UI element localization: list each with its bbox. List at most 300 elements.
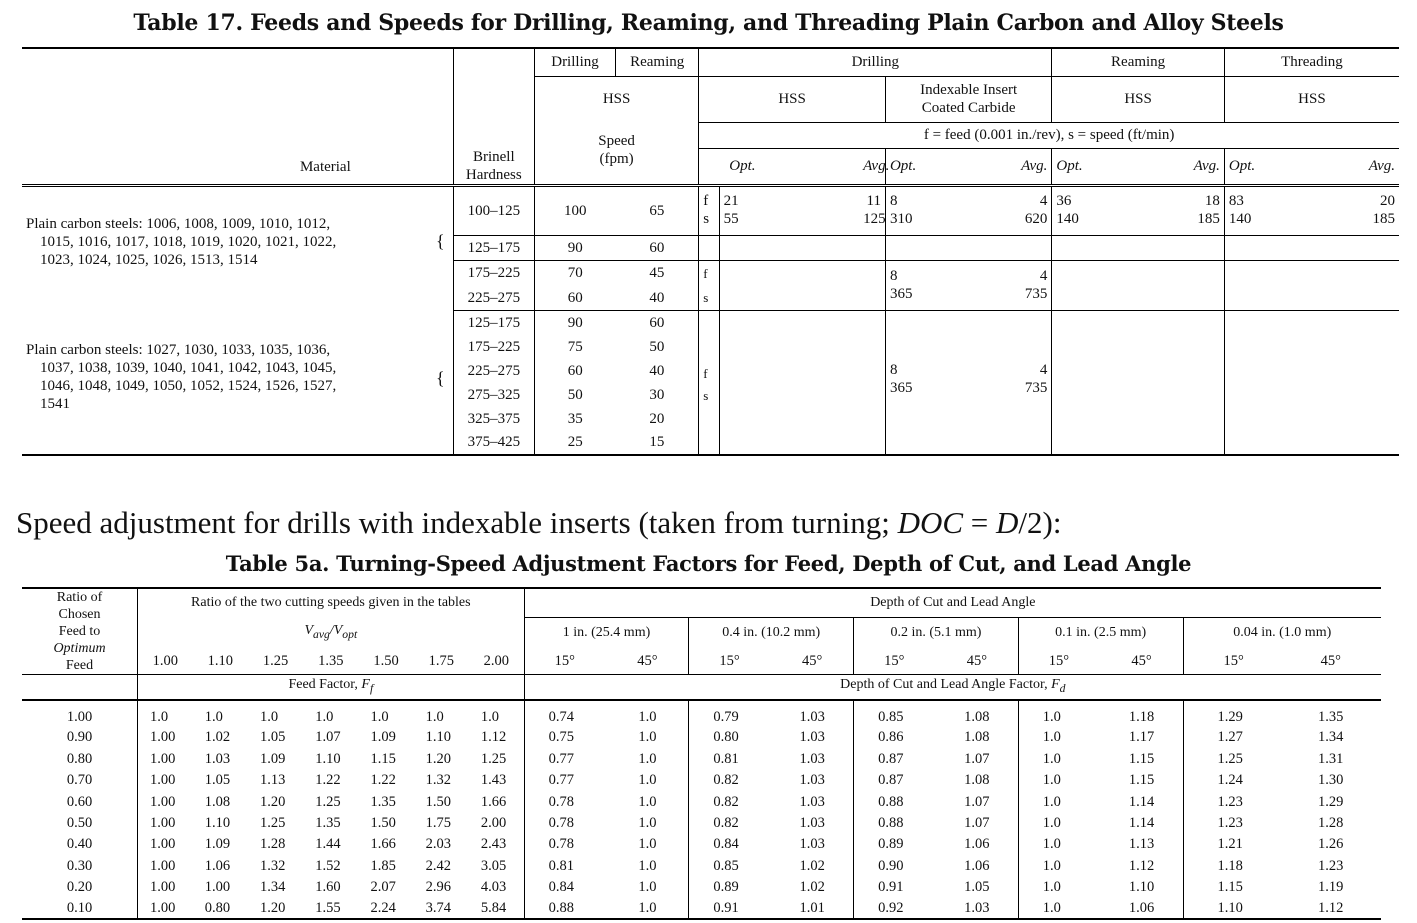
g1-fs2-carb-opt: 8 365 [885, 261, 997, 311]
factor-cell: 1.25 [259, 815, 286, 832]
g2-hardness-0: 125–175 [453, 311, 534, 335]
g2-hardness-4: 325–375 [453, 407, 534, 431]
speed-ratio-5: 1.75 [414, 647, 469, 674]
factor-cell: 1.43 [480, 772, 507, 789]
angle-15-c: 15° [854, 647, 936, 674]
factor-cell: 0.82 [689, 770, 771, 791]
g2-drill-4: 35 [534, 407, 615, 431]
factor-cell: 1.03 [799, 750, 825, 767]
factor-cell: 1.15 [370, 750, 396, 767]
ratio-cell: 1.00 [66, 708, 93, 725]
factor-cell: 1.29 [1318, 793, 1344, 810]
hss-drill-opt: Opt. [699, 148, 859, 186]
factor-cell: 1.05 [964, 879, 990, 896]
ream-avg: Avg. [1174, 148, 1225, 186]
table17-title: Table 17. Feeds and Speeds for Drilling, Reaming, and Threading Plain Carbon and Alloy Steels [133, 10, 1284, 36]
thr-opt: Opt. [1224, 148, 1348, 186]
table5a-row [22, 748, 1381, 769]
factor-cell: 1.32 [259, 857, 286, 874]
depth-4: 0.04 in. (1.0 mm) [1183, 618, 1381, 647]
hss-drill-avg: Avg. [859, 148, 885, 186]
ratio-cell: 0.70 [66, 772, 93, 789]
material-header: Material [22, 48, 453, 186]
g2-drill-0: 90 [534, 311, 615, 335]
g2-fs-label: f s [699, 311, 719, 455]
g2-ream-0: 60 [649, 314, 665, 331]
angle-15-b: 15° [689, 647, 771, 674]
table5a-row [22, 898, 1381, 919]
g1-ream-opt: 36 140 [1052, 186, 1174, 236]
doc-factor-header: Depth of Cut and Lead Angle Factor, $F_d$ [524, 675, 1381, 700]
factor-cell: 1.35 [1318, 708, 1344, 725]
factor-cell: 1.07 [964, 793, 990, 810]
speed-ratio-3: 1.35 [303, 647, 358, 674]
table5a-row [22, 877, 1381, 898]
speed-ratio-6: 2.00 [469, 647, 524, 674]
depth-1: 0.4 in. (10.2 mm) [689, 618, 854, 647]
section-heading: Speed adjustment for drills with indexable inserts (taken from turning; DOC = D/2): [16, 505, 1062, 540]
drilling-header: Drilling [699, 48, 1052, 76]
factor-cell: 1.23 [1183, 791, 1280, 812]
factor-cell: 2.24 [370, 900, 396, 917]
factor-cell: 1.10 [1128, 879, 1155, 896]
factor-cell: 1.66 [480, 793, 507, 810]
g1-hardness-0: 100–125 [453, 186, 534, 236]
factor-cell: 1.35 [370, 793, 396, 810]
factor-cell: 1.03 [799, 815, 825, 832]
speeds-header: Ratio of the two cutting speeds given in the tables [138, 588, 525, 618]
factor-cell: 1.34 [1318, 729, 1344, 746]
carb-opt: Opt. [885, 148, 997, 186]
factor-cell: 1.00 [138, 834, 193, 855]
factor-cell: 1.0 [1018, 727, 1100, 748]
g1-drill-0: 100 [534, 186, 615, 236]
factor-cell: 0.88 [854, 812, 936, 833]
factor-cell: 1.09 [370, 729, 396, 746]
factor-cell: 1.03 [964, 900, 990, 917]
factor-cell: 1.06 [964, 836, 990, 853]
table5a-row [22, 700, 1381, 727]
factor-cell: 1.01 [799, 900, 825, 917]
ratio-header: Ratio of Chosen Feed to Optimum Feed [22, 588, 138, 675]
g2-hardness-1: 175–225 [453, 335, 534, 359]
g2-ream-1: 50 [649, 338, 665, 355]
factor-cell: 1.12 [480, 729, 507, 746]
factor-cell: 1.05 [204, 772, 231, 789]
factor-cell: 1.06 [1128, 900, 1155, 917]
factor-cell: 1.0 [638, 857, 657, 874]
g1-hss-drill-avg: 11 125 [859, 186, 885, 236]
g1-ream-2: 45 [649, 265, 665, 282]
ratio-cell: 0.80 [66, 750, 93, 767]
angle-15-e: 15° [1183, 647, 1280, 674]
ratio-cell: 0.50 [66, 815, 93, 832]
g1-ream-1: 60 [616, 236, 699, 261]
factor-cell: 0.79 [689, 700, 771, 727]
coated-carbide-label: Coated Carbide [921, 100, 1016, 116]
feed-speed-legend: f = feed (0.001 in./rev), s = speed (ft/min) [699, 122, 1399, 148]
reaming-small-header: Reaming [616, 48, 699, 76]
factor-cell: 0.91 [854, 877, 936, 898]
factor-cell: 1.0 [425, 708, 444, 725]
ream-opt: Opt. [1052, 148, 1174, 186]
factor-cell: 1.44 [315, 836, 341, 853]
factor-cell: 1.27 [1183, 727, 1280, 748]
brinell-spacer [453, 48, 534, 148]
speed-ratio-4: 1.50 [358, 647, 413, 674]
factor-cell: 1.12 [1128, 857, 1155, 874]
depth-0: 1 in. (25.4 mm) [524, 618, 689, 647]
feed-header-cell [22, 675, 138, 700]
g2-drill-5: 25 [534, 431, 615, 455]
factor-cell: 0.87 [854, 770, 936, 791]
factor-cell: 0.88 [524, 898, 606, 919]
hss-ream-header: HSS [1052, 76, 1225, 122]
table5a-row [22, 855, 1381, 876]
factor-cell: 0.77 [524, 770, 606, 791]
g1-hss-drill-opt: 21 55 [719, 186, 859, 236]
factor-cell: 1.05 [259, 729, 286, 746]
factor-cell: 1.03 [799, 793, 825, 810]
factor-cell: 1.0 [480, 708, 500, 725]
factor-cell: 1.19 [1318, 879, 1344, 896]
factor-cell: 1.10 [1183, 898, 1280, 919]
factor-cell: 1.29 [1183, 700, 1280, 727]
factor-cell: 0.75 [524, 727, 606, 748]
factor-cell: 1.03 [799, 708, 825, 725]
factor-cell: 1.03 [204, 750, 231, 767]
factor-cell: 1.0 [638, 708, 657, 725]
factor-cell: 1.07 [964, 750, 990, 767]
speed-ratio-0: 1.00 [138, 647, 193, 674]
g1-carb-avg: 4 620 [997, 186, 1052, 236]
factor-cell: 1.28 [1318, 815, 1344, 832]
angle-45-d: 45° [1101, 647, 1183, 674]
g2-drill-3: 50 [534, 383, 615, 407]
g1-ream-avg: 18 185 [1174, 186, 1225, 236]
factor-cell: 1.0 [638, 879, 657, 896]
speed-ratio-1: 1.10 [193, 647, 248, 674]
factor-cell: 1.18 [1183, 855, 1280, 876]
group1-brace: { [435, 231, 445, 251]
g2-hardness-2: 225–275 [453, 359, 534, 383]
table5a-body [22, 700, 1381, 920]
table17 [22, 47, 1399, 456]
hss-drill-header: HSS [699, 76, 886, 122]
factor-cell: 1.12 [1318, 900, 1344, 917]
factor-cell: 1.28 [259, 836, 286, 853]
factor-cell: 1.0 [1018, 834, 1100, 855]
g2-ream-5: 15 [649, 434, 665, 450]
carb-avg: Avg. [997, 148, 1052, 186]
factor-cell: 1.23 [1318, 857, 1344, 874]
factor-cell: 0.81 [524, 855, 606, 876]
factor-cell: 0.89 [689, 877, 771, 898]
brinell-header [453, 148, 534, 186]
factor-cell: 1.02 [799, 879, 825, 896]
factor-cell: 1.0 [1018, 898, 1100, 919]
table5a-title: Table 5a. Turning-Speed Adjustment Factors for Feed, Depth of Cut, and Lead Angle [225, 551, 1192, 576]
factor-cell: 1.20 [425, 750, 452, 767]
g1-drill-2: 70 [534, 261, 615, 286]
g1-carb-opt: 8 310 [885, 186, 997, 236]
factor-cell: 1.03 [799, 836, 825, 853]
factor-cell: 1.26 [1318, 836, 1344, 853]
g2-hardness-3: 275–325 [453, 383, 534, 407]
indexable-label: Indexable Insert [920, 82, 1018, 98]
factor-cell: 1.66 [370, 836, 396, 853]
factor-cell: 1.09 [259, 750, 286, 767]
factor-cell: 1.20 [259, 793, 286, 810]
factor-cell: 1.60 [315, 879, 341, 896]
brinell-label: Brinell [472, 149, 515, 165]
reaming-header: Reaming [1052, 48, 1225, 76]
g2-drill-2: 60 [534, 359, 615, 383]
carbide-header [885, 76, 1051, 122]
threading-header: Threading [1224, 48, 1399, 76]
ratio-cell: 0.30 [66, 857, 93, 874]
factor-cell: 1.14 [1128, 793, 1155, 810]
g1-thr-opt: 83 140 [1224, 186, 1348, 236]
angle-15-a: 15° [524, 647, 606, 674]
fpm-label: (fpm) [599, 151, 634, 167]
factor-cell: 1.50 [425, 793, 452, 810]
factor-cell: 1.07 [315, 729, 341, 746]
factor-cell: 2.96 [425, 879, 452, 896]
factor-cell: 0.90 [854, 855, 936, 876]
factor-cell: 1.0 [1018, 812, 1100, 833]
factor-cell: 1.0 [638, 836, 657, 853]
table5a-row [22, 770, 1381, 791]
hss-thread-header: HSS [1224, 76, 1399, 122]
factor-cell: 0.87 [854, 748, 936, 769]
angle-45-b: 45° [771, 647, 853, 674]
g2-carb-opt: 8 365 [885, 311, 997, 455]
g2-carb-avg: 4 735 [1024, 362, 1048, 396]
ratio-cell: 0.10 [66, 900, 93, 917]
factor-cell: 0.89 [854, 834, 936, 855]
factor-cell: 1.10 [204, 815, 231, 832]
hardness-label: Hardness [465, 167, 522, 183]
g1-hardness-3: 225–275 [453, 286, 534, 311]
ratio-cell: 0.40 [66, 836, 93, 853]
g1-ream-0: 65 [616, 186, 699, 236]
factor-cell: 1.00 [204, 879, 231, 896]
factor-cell: 3.74 [425, 900, 452, 917]
factor-cell: 1.0 [1018, 770, 1100, 791]
factor-cell: 1.13 [1128, 836, 1155, 853]
factor-cell: 1.0 [370, 708, 389, 725]
speed-header [534, 122, 698, 186]
factor-cell: 0.80 [204, 900, 231, 917]
g1-drill-3: 60 [534, 286, 615, 311]
factor-cell: 1.0 [638, 772, 657, 789]
factor-cell: 1.0 [1018, 877, 1100, 898]
g2-ream-2: 40 [649, 362, 665, 379]
factor-cell: 1.55 [315, 900, 341, 917]
factor-cell: 0.85 [854, 700, 936, 727]
factor-cell: 1.0 [638, 750, 657, 767]
drilling-small-header: Drilling [534, 48, 615, 76]
factor-cell: 1.07 [964, 815, 990, 832]
g1-fs2-carb-avg: 4 735 [997, 261, 1052, 311]
group1-material: Plain carbon steels: 1006, 1008, 1009, 1010, 1012, 1015, 1016, 1017, 1018, 1019, 1020, 1021, 1022, 1023, 1024, 1025, 1026, 1513, 1514 [26, 216, 337, 268]
factor-cell: 1.15 [1128, 750, 1155, 767]
g1-drill-1: 90 [534, 236, 615, 261]
factor-cell: 1.0 [638, 729, 657, 746]
factor-cell: 1.75 [425, 815, 452, 832]
table5a [22, 587, 1381, 920]
g1-fs-label: f s [699, 186, 719, 236]
factor-cell: 0.81 [689, 748, 771, 769]
factor-cell: 1.14 [1128, 815, 1155, 832]
g2-ream-4: 20 [649, 410, 665, 427]
factor-cell: 1.06 [964, 857, 990, 874]
vratio-header: $V_{avg}/V_{opt}$ [138, 618, 525, 647]
factor-cell: 1.0 [1018, 791, 1100, 812]
factor-cell: 1.0 [259, 708, 279, 725]
factor-cell: 1.31 [1318, 750, 1344, 767]
angle-45-c: 45° [936, 647, 1018, 674]
table5a-row [22, 791, 1381, 812]
factor-cell: 0.88 [854, 791, 936, 812]
factor-cell: 0.74 [524, 700, 606, 727]
factor-cell: 1.00 [138, 748, 193, 769]
factor-cell: 1.0 [315, 708, 334, 725]
g1-fs2-label: f s [699, 261, 719, 311]
factor-cell: 1.0 [638, 793, 657, 810]
factor-cell: 2.07 [370, 879, 396, 896]
factor-cell: 0.82 [689, 812, 771, 833]
factor-cell: 1.22 [370, 772, 396, 789]
factor-cell: 0.86 [854, 727, 936, 748]
angle-15-d: 15° [1018, 647, 1100, 674]
factor-cell: 3.05 [480, 857, 507, 874]
factor-cell: 1.34 [259, 879, 286, 896]
factor-cell: 0.91 [689, 898, 771, 919]
g1-thr-avg: 20 185 [1348, 186, 1399, 236]
speed-label: Speed [598, 133, 635, 149]
factor-cell: 1.0 [638, 900, 657, 917]
factor-cell: 1.22 [315, 772, 341, 789]
factor-cell: 1.50 [370, 815, 396, 832]
factor-cell: 1.02 [799, 857, 825, 874]
factor-cell: 1.00 [138, 812, 193, 833]
factor-cell: 2.42 [425, 857, 452, 874]
speed-ratio-2: 1.25 [248, 647, 303, 674]
factor-cell: 1.23 [1183, 812, 1280, 833]
factor-cell: 1.08 [964, 708, 990, 725]
factor-cell: 1.0 [1018, 855, 1100, 876]
factor-cell: 2.03 [425, 836, 452, 853]
factor-cell: 1.0 [138, 700, 193, 727]
g2-ream-3: 30 [649, 386, 665, 403]
factor-cell: 1.00 [138, 791, 193, 812]
factor-cell: 1.00 [138, 898, 193, 919]
depth-3: 0.1 in. (2.5 mm) [1018, 618, 1183, 647]
ratio-cell: 0.90 [66, 729, 93, 746]
thr-avg: Avg. [1348, 148, 1399, 186]
factor-cell: 0.78 [524, 812, 606, 833]
ratio-cell: 0.60 [66, 793, 93, 810]
factor-cell: 0.85 [689, 855, 771, 876]
factor-cell: 1.00 [138, 770, 193, 791]
factor-cell: 1.0 [1018, 748, 1100, 769]
table5a-row [22, 834, 1381, 855]
factor-cell: 1.15 [1128, 772, 1155, 789]
feed-factor-header: Feed Factor, $F_f$ [138, 675, 525, 700]
angle-45-e: 45° [1280, 647, 1381, 674]
factor-cell: 1.00 [138, 855, 193, 876]
factor-cell: 1.20 [259, 900, 286, 917]
g2-drill-1: 75 [534, 335, 615, 359]
factor-cell: 1.00 [138, 727, 193, 748]
factor-cell: 0.84 [524, 877, 606, 898]
factor-cell: 1.02 [204, 729, 231, 746]
hss-header: HSS [534, 76, 698, 122]
factor-cell: 2.00 [480, 815, 507, 832]
table5a-row [22, 812, 1381, 833]
g1-hardness-1: 125–175 [453, 236, 534, 261]
factor-cell: 0.77 [524, 748, 606, 769]
factor-cell: 1.08 [204, 793, 231, 810]
group2-material: Plain carbon steels: 1027, 1030, 1033, 1035, 1036, 1037, 1038, 1039, 1040, 1041, 1042, 1043, 1045, 1046, 1048, 1049, 1050, 1052, 1524, 1526, 1527, 1541 [26, 341, 337, 412]
factor-cell: 1.03 [799, 772, 825, 789]
g1-hardness-2: 175–225 [453, 261, 534, 286]
factor-cell: 1.0 [1018, 700, 1100, 727]
factor-cell: 5.84 [480, 900, 507, 917]
doc-header: Depth of Cut and Lead Angle [524, 588, 1381, 618]
factor-cell: 0.84 [689, 834, 771, 855]
table5a-row [22, 727, 1381, 748]
angle-45-a: 45° [607, 647, 689, 674]
factor-cell: 1.32 [425, 772, 452, 789]
factor-cell: 1.85 [370, 857, 396, 874]
factor-cell: 1.00 [138, 877, 193, 898]
factor-cell: 1.25 [480, 750, 507, 767]
factor-cell: 1.10 [425, 729, 452, 746]
factor-cell: 1.15 [1183, 877, 1280, 898]
factor-cell: 1.03 [799, 729, 825, 746]
factor-cell: 0.78 [524, 791, 606, 812]
factor-cell: 1.06 [204, 857, 231, 874]
factor-cell: 1.18 [1128, 708, 1155, 725]
factor-cell: 0.82 [689, 791, 771, 812]
depth-2: 0.2 in. (5.1 mm) [854, 618, 1019, 647]
factor-cell: 0.92 [854, 898, 936, 919]
factor-cell: 1.10 [315, 750, 341, 767]
g2-hardness-5: 375–425 [453, 431, 534, 455]
factor-cell: 1.24 [1183, 770, 1280, 791]
ratio-cell: 0.20 [66, 879, 93, 896]
factor-cell: 1.08 [964, 772, 990, 789]
factor-cell: 1.25 [1183, 748, 1280, 769]
g1-ream-3: 40 [616, 286, 699, 311]
factor-cell: 1.17 [1128, 729, 1155, 746]
factor-cell: 4.03 [480, 879, 507, 896]
factor-cell: 1.13 [259, 772, 286, 789]
factor-cell: 0.80 [689, 727, 771, 748]
factor-cell: 1.30 [1318, 772, 1344, 789]
factor-cell: 1.52 [315, 857, 341, 874]
factor-cell: 1.21 [1183, 834, 1280, 855]
factor-cell: 1.35 [315, 815, 341, 832]
factor-cell: 0.78 [524, 834, 606, 855]
factor-cell: 1.0 [638, 815, 657, 832]
factor-cell: 1.0 [204, 708, 223, 725]
factor-cell: 1.08 [964, 729, 990, 746]
group2-brace: { [435, 367, 445, 388]
